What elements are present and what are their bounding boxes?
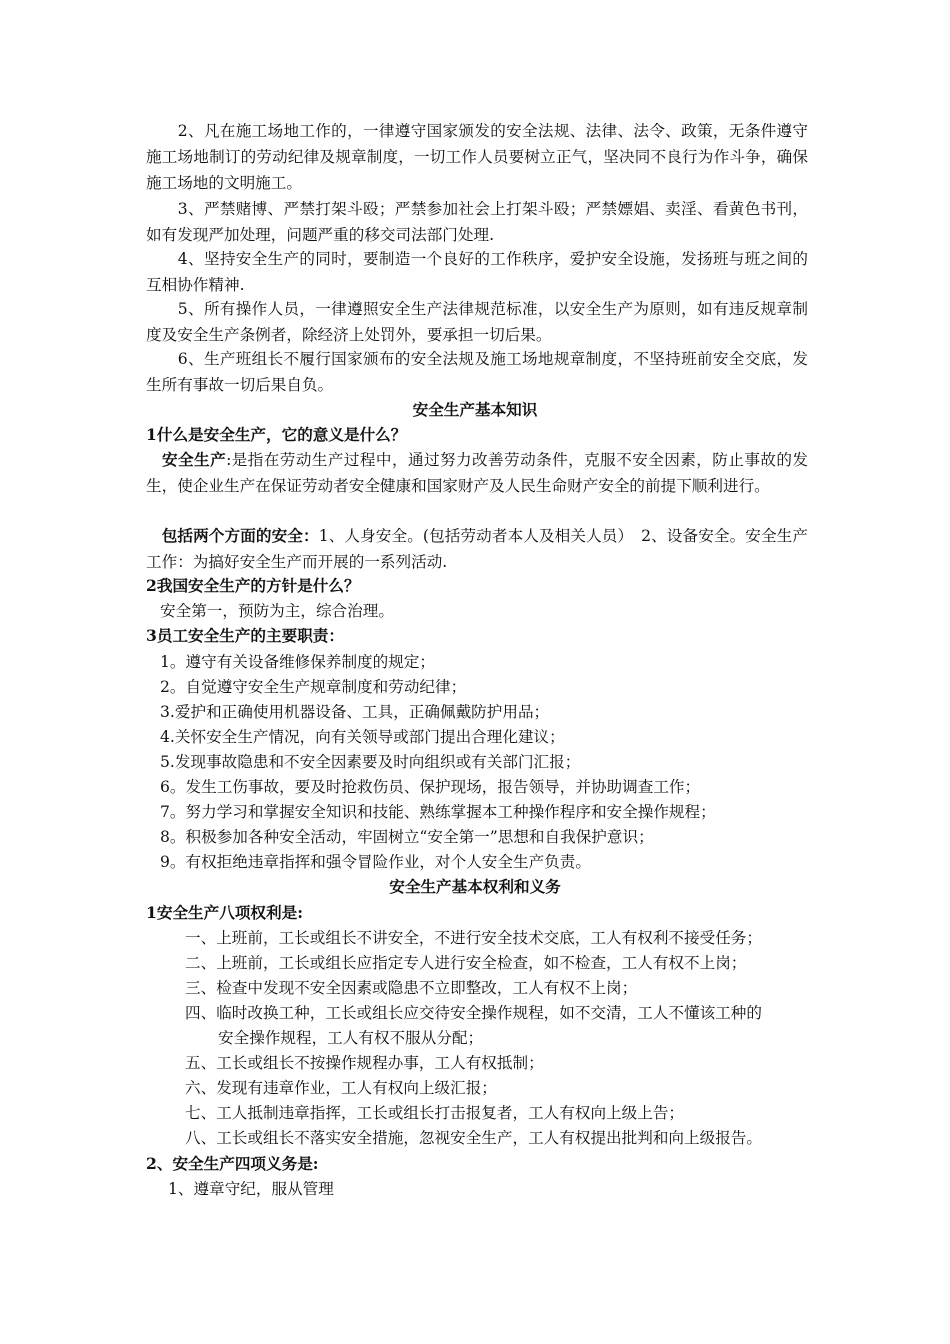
definition-label: 安全生产 bbox=[146, 450, 227, 469]
question-3: 3员工安全生产的主要职责： bbox=[146, 626, 344, 645]
definition-text: :是指在劳动生产过程中，通过努力改善劳动条件，克服不安全因素，防止事故的发生，使企业生产在保证劳动者安全健康和国家财产及人民生命财产安全的前提下顺利进行。 bbox=[146, 451, 808, 495]
right-item: 五、工长或组长不按操作规程办事，工人有权抵制； bbox=[185, 1054, 544, 1072]
duty-item: 6。发生工伤事故，要及时抢救伤员、保护现场，报告领导，并协助调查工作； bbox=[160, 778, 701, 796]
scope-paragraph bbox=[146, 523, 808, 575]
question-1: 1什么是安全生产，它的意义是什么？ bbox=[146, 425, 407, 444]
right-item: 七、工人抵制违章指挥，工长或组长打击报复者，工人有权向上级上告； bbox=[185, 1104, 685, 1122]
duty-item: 5.发现事故隐患和不安全因素要及时向组织或有关部门汇报； bbox=[160, 753, 581, 771]
scope-label: 包括两个方面的安全： bbox=[146, 526, 319, 545]
duty-item: 1。遵守有关设备维修保养制度的规定； bbox=[160, 653, 436, 671]
duty-item: 4.关怀安全生产情况，向有关领导或部门提出合理化建议； bbox=[160, 728, 565, 746]
duty-item: 2。自觉遵守安全生产规章制度和劳动纪律； bbox=[160, 678, 467, 696]
scope-text: 1、人身安全。(包括劳动者本人及相关人员） 2、设备安全。安全生产工作：为搞好安全生产而开展的一系列活动. bbox=[146, 527, 808, 571]
rule-4: 4、坚持安全生产的同时，要制造一个良好的工作秩序，爱护安全设施，发扬班与班之间的互相协作精神. bbox=[146, 250, 808, 294]
rule-3: 3、严禁赌博、严禁打架斗殴；严禁参加社会上打架斗殴；严禁嫖娼、卖淫、看黄色书刊，如有发现严加处理，问题严重的移交司法部门处理. bbox=[146, 200, 808, 244]
right-item: 四、临时改换工种，工长或组长应交待安全操作规程，如不交清，工人不懂该工种的 bbox=[185, 1004, 762, 1022]
right-item: 六、发现有违章作业，工人有权向上级汇报； bbox=[185, 1079, 497, 1097]
rule-5: 5、所有操作人员，一律遵照安全生产法律规范标准，以安全生产为原则，如有违反规章制度及安全生产条例者，除经济上处罚外，要承担一切后果。 bbox=[146, 300, 808, 344]
duties-heading: 2、安全生产四项义务是: bbox=[146, 1154, 319, 1173]
rights-heading: 1安全生产八项权利是: bbox=[146, 903, 303, 922]
right-item: 一、上班前，工长或组长不讲安全，不进行安全技术交底，工人有权利不接受任务； bbox=[185, 929, 762, 947]
right-item-continuation: 安全操作规程，工人有权不服从分配； bbox=[218, 1029, 484, 1047]
question-2: 2我国安全生产的方针是什么？ bbox=[146, 576, 360, 595]
rule-2: 2、凡在施工场地工作的，一律遵守国家颁发的安全法规、法律、法令、政策，无条件遵守施工场地制订的劳动纪律及规章制度，一切工作人员要树立正气，坚决同不良行为作斗争，确保施工场地的文明施工。 bbox=[146, 122, 808, 192]
duty-item: 7。努力学习和掌握安全知识和技能、熟练掌握本工种操作程序和安全操作规程； bbox=[160, 803, 716, 821]
duty-item: 3.爱护和正确使用机器设备、工具，正确佩戴防护用品； bbox=[160, 703, 550, 721]
definition-paragraph bbox=[146, 447, 808, 499]
right-item: 二、上班前，工长或组长应指定专人进行安全检查，如不检查，工人有权不上岗； bbox=[185, 954, 747, 972]
rule-6: 6、生产班组长不履行国家颁布的安全法规及施工场地规章制度，不坚持班前安全交底，发生所有事故一切后果自负。 bbox=[146, 350, 808, 394]
section-title-knowledge: 安全生产基本知识 bbox=[412, 400, 538, 419]
right-item: 八、工长或组长不落实安全措施，忽视安全生产，工人有权提出批判和向上级报告。 bbox=[185, 1129, 762, 1147]
section-title-rights: 安全生产基本权利和义务 bbox=[389, 877, 561, 896]
duty-item: 8。积极参加各种安全活动，牢固树立“安全第一”思想和自我保护意识； bbox=[160, 828, 654, 846]
duty-item: 9。有权拒绝违章指挥和强令冒险作业，对个人安全生产负责。 bbox=[160, 853, 591, 871]
right-item: 三、检查中发现不安全因素或隐患不立即整改，工人有权不上岗； bbox=[185, 979, 638, 997]
answer-2: 安全第一，预防为主，综合治理。 bbox=[160, 602, 394, 620]
obligation-item: 1、遵章守纪，服从管理 bbox=[168, 1180, 334, 1198]
